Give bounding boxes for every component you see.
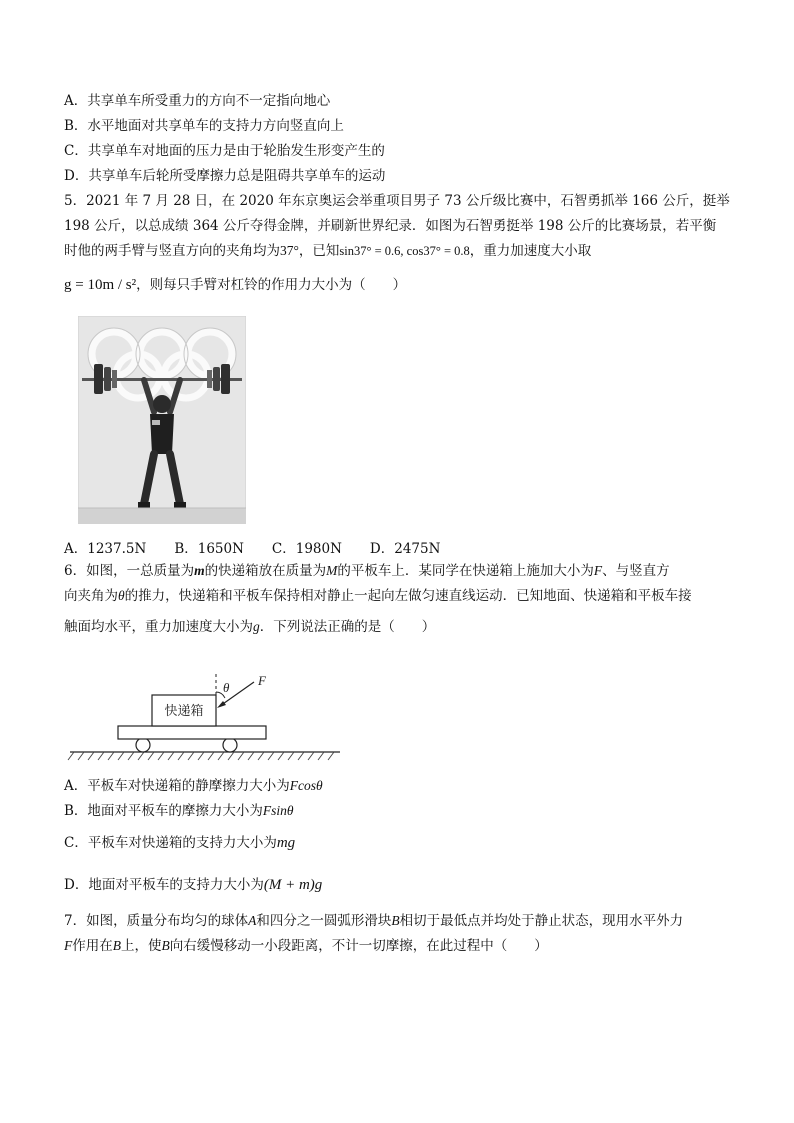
q6-option-c [64,834,295,852]
q6-force-F: F [593,563,603,578]
q4-option-d: D．共享单车后轮所受摩擦力总是阻碍共享单车的运动 [64,168,386,184]
q7-slider-B: B [161,938,170,953]
q7-stem-line1 [64,912,683,930]
q7-text: 向右缓慢移动一小段距离，不计一切摩擦，在此过程中（ ） [169,938,548,954]
q5-gravity-formula: g = 10m / s² [64,277,137,293]
q6-option-a [64,777,323,795]
ground-hatching [68,752,334,760]
q6-option-a-formula: Fcosθ [289,778,323,793]
force-F-label: F [258,673,266,688]
q5-answer-c: C．1980N [271,541,342,557]
q5-angle: 37° [280,243,299,258]
q5-stem-line4 [64,276,406,294]
q6-option-text: A．平板车对快递箱的静摩擦力大小为 [64,778,290,794]
q6-text: 向夹角为 [64,588,118,604]
q6-mass-m: m [194,563,205,578]
q5-text: 时他的两手臂与竖直方向的夹角均为 [64,243,280,259]
theta-label: θ [223,680,230,695]
q6-text: 6．如图，一总质量为 [64,563,195,579]
q6-option-d [64,876,322,894]
q5-answer-a: A．1237.5N [64,541,147,557]
q6-mass-M: M [326,563,338,578]
q4-option-b: B．水平地面对共享单车的支持力方向竖直向上 [64,118,344,134]
q7-ball-A: A [248,913,257,928]
q7-text: 上，使 [121,938,162,954]
q7-text: 和四分之一圆弧形滑块 [256,913,392,929]
q4-option-c: C．共享单车对地面的压力是由于轮胎发生形变产生的 [64,143,385,159]
q5-stem-line2: 198 公斤，以总成绩 364 公斤夺得金牌，并刷新世界纪录．如图为石智勇挺举 198 公斤的比赛场景，若平衡 [64,218,717,234]
q7-text: 相切于最低点并均处于静止状态，现用水平外力 [399,913,684,929]
q6-option-b-formula: Fsinθ [262,803,294,818]
cart-wheel-right [223,738,237,752]
cart-wheel-left [136,738,150,752]
q6-text: ．下列说法正确的是（ ） [259,619,436,635]
q5-answer-b: B．1650N [174,541,244,557]
cart-diagram [64,668,354,768]
q4-option-a: A．共享单车所受重力的方向不一定指向地心 [64,93,331,109]
q6-text: 的快递箱放在质量为 [204,563,327,579]
q6-text: 触面均水平，重力加速度大小为 [64,619,253,635]
q7-force-F: F [64,938,73,953]
q5-stem-line3 [64,242,591,260]
q6-option-text: C．平板车对快递箱的支持力大小为 [64,835,277,851]
q6-text: 的平板车上．某同学在快递箱上施加大小为 [337,563,594,579]
parcel-box-label: 快递箱 [164,704,204,719]
q5-answer-choices [64,537,440,557]
q6-option-text: D．地面对平板车的支持力大小为 [64,877,264,893]
q5-trig-values: sin37° = 0.6, cos37° = 0.8 [339,244,470,258]
q7-text: 作用在 [72,938,113,954]
flatbed-cart [118,726,266,739]
q5-answer-d: D．2475N [369,541,441,557]
q7-stem-line2 [64,937,548,955]
q5-stem-line1: 5．2021 年 7 月 28 日，在 2020 年东京奥运会举重项目男子 73 公斤级比赛中，石智勇抓举 166 公斤，挺举 [64,193,730,209]
q6-text: 的推力，快递箱和平板车保持相对静止一起向左做匀速直线运动．已知地面、快递箱和平板车接 [124,588,692,604]
q6-option-b [64,802,294,820]
q5-text: ，已知 [298,243,340,259]
q6-stem-line2 [64,587,692,605]
q6-text: 、与竖直方 [602,563,670,579]
q6-option-text: B．地面对平板车的摩擦力大小为 [64,803,263,819]
q5-text: ，重力加速度大小取 [469,243,592,259]
q6-stem-line1 [64,562,670,580]
q6-stem-line3 [64,618,435,636]
weightlifting-photo [78,316,246,524]
q6-option-c-formula: mg [276,835,296,851]
q6-gravity-g: g [253,619,260,634]
q7-slider-B: B [112,938,121,953]
q6-option-d-formula: (M + m)g [263,877,323,893]
q6-theta: θ [118,588,125,603]
q7-slider-B: B [391,913,400,928]
q5-text: ，则每只手臂对杠铃的作用力大小为（ ） [136,277,407,293]
q7-text: 7．如图，质量分布均匀的球体 [64,913,249,929]
